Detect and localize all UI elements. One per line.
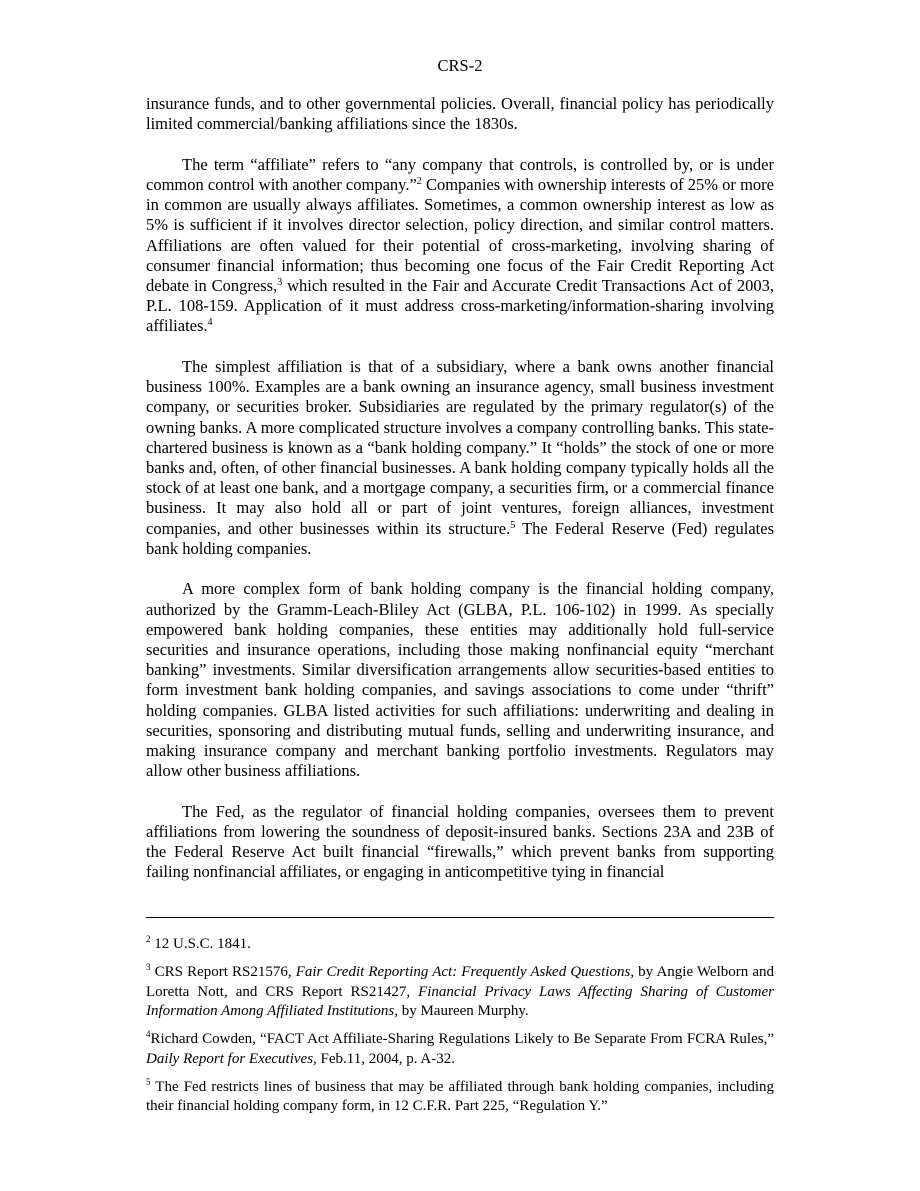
paragraph-text: Companies with ownership interests of 25% or more in common are usually always affiliates. Sometimes, a common ownership interest as low as 5% is sufficient if it involves director selection, policy direction, and similar control matters. Affiliations are often valued for their potential of cross-marketing, involving sharing of consumer financial information; thus becoming one focus of the Fair Credit Reporting Act debate in Congress, [146, 175, 774, 296]
footnote-4 [146, 1030, 774, 1069]
paragraph-continuation: insurance funds, and to other governmental policies. Overall, financial policy has periodically limited commercial/banking affiliations since the 1830s. [146, 94, 774, 134]
paragraph-text: The simplest affiliation is that of a subsidiary, where a bank owns another financial business 100%. Examples are a bank owning an insurance agency, small business investment company, or securities broker. Subsidiaries are regulated by the primary regulator(s) of the owning banks. A more complicated structure involves a company controlling banks. This state-chartered business is known as a “bank holding company.” It “holds” the stock of one or more banks and, often, of other financial businesses. A bank holding company typically holds all the stock of at least one bank, and a mortgage company, a securities firm, or a commercial finance business. It may also hold all or part of joint ventures, foreign alliances, investment companies, and other businesses within its structure. [146, 357, 774, 538]
paragraph-subsidiary [146, 357, 774, 559]
paragraph-financial-holding-company: A more complex form of bank holding company is the financial holding company, authorized by the Gramm-Leach-Bliley Act (GLBA, P.L. 106-102) in 1999. As specially empowered bank holding companies, these entities may additionally hold full-service securities and insurance operations, including those making nonfinancial equity “merchant banking” investments. Similar diversification arrangements allow securities-based entities to form investment bank holding companies, and savings associations to come under “thrift” holding companies. GLBA listed activities for such affiliations: underwriting and dealing in securities, sponsoring and distributing mutual funds, selling and underwriting insurance, and making insurance company and merchant banking portfolio investments. Regulators may allow other business affiliations. [146, 579, 774, 781]
footnote-ref-2[interactable]: 2 [416, 176, 422, 187]
footnote-ref-5[interactable]: 5 [510, 519, 516, 531]
footnote-ref-4[interactable]: 4 [207, 317, 213, 329]
footnote-text: , by Angie Welborn and Loretta Nott, and CRS Report RS21427, [146, 964, 775, 1000]
footnote-text: 12 U.S.C. 1841. [150, 936, 251, 952]
paragraph-affiliate-definition [146, 155, 774, 337]
footnote-number: 3 [146, 962, 151, 972]
footnote-text: The Fed restricts lines of business that may be affiliated through bank holding companies, including their financial holding company form, in 12 C.F.R. Part 225, “Regulation Y.” [146, 1078, 774, 1114]
footnotes-section [146, 935, 774, 1125]
footnote-3 [146, 963, 774, 1022]
footnote-number: 5 [146, 1076, 151, 1087]
footnote-text: CRS Report RS21576, [150, 964, 296, 980]
page-number-header: CRS-2 [437, 56, 483, 75]
footnote-report-title: Fair Credit Reporting Act: Frequently Asked Questions [295, 964, 631, 980]
paragraph-text: which resulted in the Fair and Accurate Credit Transactions Act of 2003, P.L. 108-159. Application of it must address cross-marketing/information-sharing involving affiliates. [146, 276, 775, 336]
footnote-text: , by Maureen Murphy. [394, 1003, 529, 1019]
paragraph-text: The term “affiliate” refers to “any company that controls, is controlled by, or is under common control with another company.” [146, 154, 774, 194]
footnote-2 [146, 935, 774, 955]
footnote-5 [146, 1078, 774, 1117]
footnote-number: 2 [146, 934, 151, 944]
paragraph-fed-regulator: The Fed, as the regulator of financial holding companies, oversees them to prevent affiliations from lowering the soundness of deposit-insured banks. Sections 23A and 23B of the Federal Reserve Act built financial “firewalls,” which prevent banks from supporting failing nonfinancial affiliates, or engaging in anticompetitive tying in financial [146, 801, 774, 882]
footnote-ref-3[interactable]: 3 [277, 277, 283, 289]
body-text [146, 94, 774, 903]
footnote-number: 4 [146, 1029, 151, 1039]
footnote-text: , Feb.11, 2004, p. A-32. [313, 1050, 455, 1067]
footnote-publication-title: Daily Report for Executives [146, 1050, 314, 1067]
footnote-divider [146, 917, 774, 918]
footnote-report-title: Financial Privacy Laws Affecting Sharing of Customer Information Among Affiliated Institutions [146, 983, 774, 1019]
footnote-text: Richard Cowden, “FACT Act Affiliate-Sharing Regulations Likely to Be Separate From FCRA Rules,” [150, 1031, 774, 1047]
paragraph-text: The Federal Reserve (Fed) regulates bank holding companies. [146, 518, 775, 558]
